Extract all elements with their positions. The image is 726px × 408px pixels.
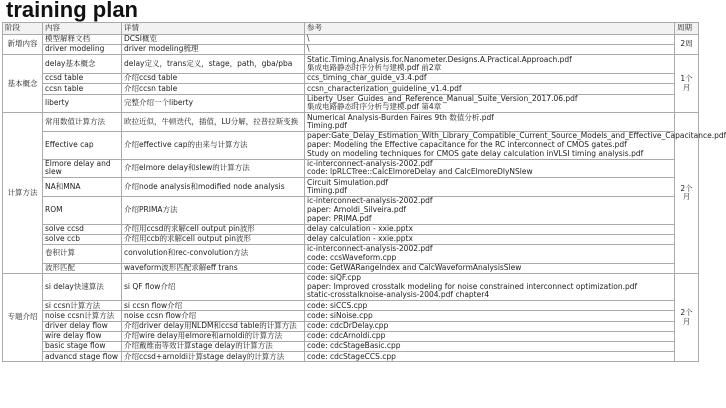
content-cell: solve ccb [43,234,122,244]
table-row [3,178,699,197]
reference-line: code: ccsWaveform.cpp [307,252,397,262]
content-cell: driver modeling [43,45,122,55]
table-row [3,273,699,300]
plan-body [3,34,726,362]
reference-cell [305,159,675,178]
reference-line: delay calculation - xxie.pptx [307,234,413,243]
reference-line: paper: PRIMA.pdf [307,213,372,223]
reference-line: Timing.pdf [307,186,347,196]
detail-cell: 介绍ccsd+arnoldi计算stage delay的计算方法 [122,352,305,362]
period-cell: 1个月 [675,55,699,113]
reference-cell [305,331,675,341]
table-row [3,74,699,84]
table-row [3,224,699,234]
period-cell: 2周 [675,35,699,55]
header-detail: 详情 [122,23,305,35]
reference-line: 集成电路静态时序分析与建模.pdf 前2章 [307,63,442,73]
content-cell: driver delay flow [43,321,122,331]
table-row [3,244,699,263]
content-cell: wire delay flow [43,331,122,341]
table-row [3,331,699,341]
reference-cell [305,197,675,224]
table-row [3,311,699,321]
detail-cell: DCSI概览 [122,35,305,45]
detail-cell: 欧拉近似，牛顿迭代，插值，LU分解，拉普拉斯变换 [122,113,305,132]
reference-line: delay calculation - xxie.pptx [307,223,413,233]
period-cell: 2个月 [675,113,699,274]
reference-line: ic-interconnect-analysis-2002.pdf [307,244,433,254]
reference-line: code: siNoise.cpp [307,310,373,320]
reference-cell [305,74,675,84]
content-cell: ROM [43,197,122,224]
content-cell: Effective cap [43,132,122,159]
detail-cell: 介绍戴维南等效计算stage delay的计算方法 [122,342,305,352]
header-stage: 阶段 [3,23,43,35]
detail-cell: 介绍ccsn table [122,84,305,94]
detail-cell: waveform波形匹配求解eff trans [122,263,305,273]
reference-line: \ [307,34,310,44]
reference-cell [305,342,675,352]
table-row [3,55,699,74]
detail-cell: 介绍node analysis和modified node analysis [122,178,305,197]
reference-cell [305,45,675,55]
detail-cell: 介绍PRIMA方法 [122,197,305,224]
content-cell: 波形匹配 [43,263,122,273]
header-row [3,23,699,35]
content-cell: basic stage flow [43,342,122,352]
reference-cell [305,113,675,132]
content-cell: delay基本概念 [43,55,122,74]
detail-cell: delay定义，trans定义，stage，path，gba/pba [122,55,305,74]
detail-cell: noise ccsn flow介绍 [122,311,305,321]
content-cell: NA和MNA [43,178,122,197]
reference-line: code: cdcStageCCS.cpp [307,351,396,361]
table-row [3,301,699,311]
table-row [3,84,699,94]
content-cell: si delay快速算法 [43,273,122,300]
table-row [3,321,699,331]
detail-cell: 介绍用ccb的求解cell output pin波形 [122,234,305,244]
reference-cell [305,273,675,300]
content-cell: advancd stage flow [43,352,122,362]
content-cell: Elmore delay and slew [43,159,122,178]
reference-cell [305,178,675,197]
table-row [3,234,699,244]
reference-line: paper: Modeling the Effective capacitance for the RC interconnect of CMOS gates.pdf [307,140,627,150]
reference-line: code: cdcStageBasic.cpp [307,341,401,351]
content-cell: 模型解释文档 [43,35,122,45]
detail-cell: driver modeling梳理 [122,45,305,55]
reference-line: 集成电路静态时序分析与建模.pdf 第4章 [307,102,442,112]
detail-cell: si QF flow介绍 [122,273,305,300]
reference-line: \ [307,44,310,54]
reference-cell [305,224,675,234]
detail-cell: 介绍effective cap的由来与计算方法 [122,132,305,159]
detail-cell: 完整介绍一个liberty [122,94,305,113]
header-reference: 参考 [305,23,675,35]
content-cell: noise ccsn计算方法 [43,311,122,321]
reference-cell [305,84,675,94]
reference-line: ccs_timing_char_guide_v3.4.pdf [307,73,427,83]
reference-line: code: cdcArnoldi.cpp [307,331,386,341]
reference-line: code: cdcDrDelay.cpp [307,320,389,330]
reference-cell [305,321,675,331]
table-row [3,132,699,159]
reference-cell [305,94,675,113]
reference-line: Circuit Simulation.pdf [307,177,389,187]
content-cell: liberty [43,94,122,113]
table-row [3,352,699,362]
period-cell: 2个月 [675,273,699,362]
reference-line: paper: Arnoldi_Silveira.pdf [307,205,406,215]
reference-line: Liberty_User_Guides_and_Reference_Manual_Suite_Version_2017.06.pdf [307,93,578,103]
stage-cell: 新增内容 [3,35,43,55]
detail-cell: 介绍ccsd table [122,74,305,84]
content-cell: 常用数值计算方法 [43,113,122,132]
page-title: training plan [6,0,138,22]
reference-cell [305,35,675,45]
reference-cell [305,311,675,321]
training-plan-table [2,22,726,362]
header-content: 内容 [43,23,122,35]
table-row [3,94,699,113]
detail-cell: 介绍driver delay用NLDM和ccsd table的计算方法 [122,321,305,331]
reference-cell [305,244,675,263]
table-row [3,45,699,55]
detail-cell: 介绍elmore delay和slew的计算方法 [122,159,305,178]
reference-line: code: GetWARangeIndex and CalcWaveformAnalysisSlew [307,262,522,272]
reference-line: ic-interconnect-analysis-2002.pdf [307,196,433,206]
table-row [3,113,699,132]
reference-line: Timing.pdf [307,121,347,131]
reference-cell [305,352,675,362]
content-cell: solve ccsd [43,224,122,234]
reference-line: Numerical Analysis-Burden Faires 9th 数值分析.pdf [307,112,494,122]
reference-cell [305,301,675,311]
table-row [3,342,699,352]
stage-cell: 专题介绍 [3,273,43,362]
table-row [3,159,699,178]
reference-cell [305,55,675,74]
reference-line: paper: Improved crosstalk modeling for noise constrained interconnect optimization.pdf [307,281,638,291]
reference-line: paper:Gate_Delay_Estimation_With_Library_Compatible_Current_Source_Models_and_Effective_Capacitance.pdf [307,131,726,141]
reference-line: static-crosstalknoise-analysis-2004.pdf chapter4 [307,290,490,300]
reference-line: ccsn_characterization_guideline_v1.4.pdf [307,83,462,93]
reference-cell [305,131,726,159]
content-cell: 卷积计算 [43,244,122,263]
content-cell: si ccsn计算方法 [43,301,122,311]
detail-cell: 介绍用ccsd的求解cell output pin波形 [122,224,305,234]
detail-cell: si ccsn flow介绍 [122,301,305,311]
stage-cell: 基本概念 [3,55,43,113]
table-row [3,35,699,45]
table-row [3,263,699,273]
reference-line: Static.Timing.Analysis.for.Nanometer.Designs.A.Practical.Approach.pdf [307,54,572,64]
content-cell: ccsn table [43,84,122,94]
content-cell: ccsd table [43,74,122,84]
reference-line: code: siQF.cpp [307,273,362,283]
reference-line: code: siCCS.cpp [307,300,368,310]
reference-line: code: lpRLCTree::CalcElmoreDelay and CalcElmoreDlyNSlew [307,167,533,177]
header-period: 周期 [675,23,699,35]
reference-line: Study on modeling techniques for CMOS gate delay calculation inVLSI timing analysis.pdf [307,148,644,158]
table-row [3,197,699,224]
reference-cell [305,263,675,273]
detail-cell: 介绍wire delay用elmore和arnoldi的计算方法 [122,331,305,341]
detail-cell: convolution和rec-convolution方法 [122,244,305,263]
reference-line: ic-interconnect-analysis-2002.pdf [307,158,433,168]
stage-cell: 计算方法 [3,113,43,274]
reference-cell [305,234,675,244]
